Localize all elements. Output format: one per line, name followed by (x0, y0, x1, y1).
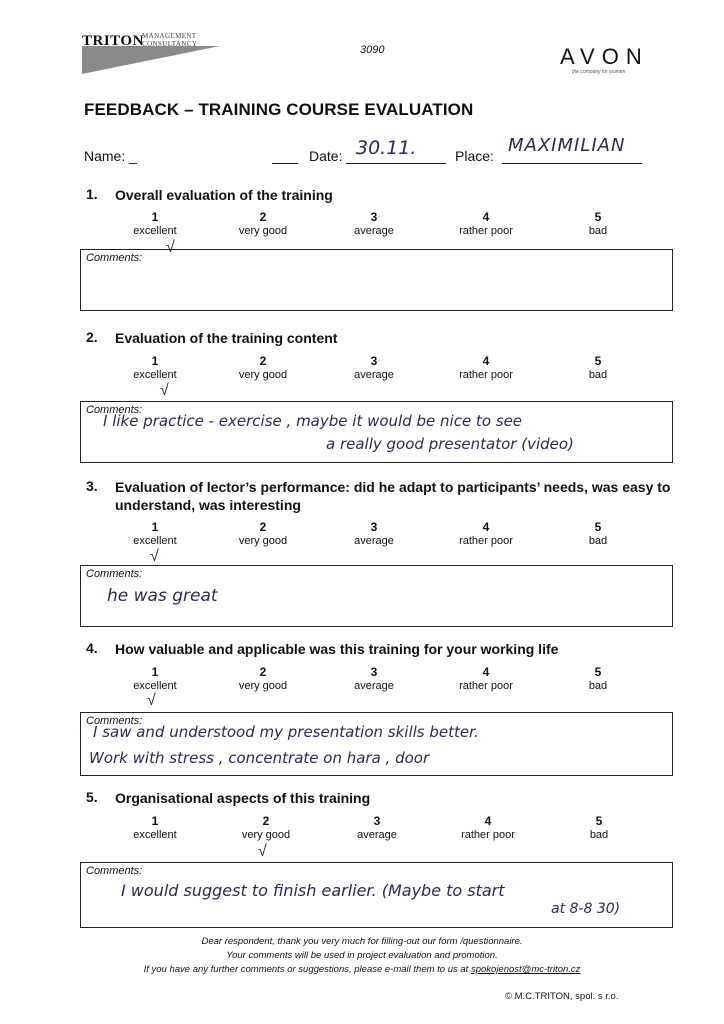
rating-number: 5 (594, 354, 602, 368)
rating-number: 2 (259, 354, 267, 368)
question-1-comment-box[interactable] (80, 249, 673, 311)
date-fill-line (346, 163, 446, 164)
rating-option-4[interactable] (428, 814, 548, 841)
rating-option-2[interactable] (206, 814, 326, 841)
rating-option-5[interactable] (539, 814, 659, 841)
rating-label: excellent (133, 369, 177, 381)
rating-number: 5 (594, 665, 602, 679)
footer-line-1: Dear respondent, thank you very much for filling-out our form /questionnaire. (201, 936, 523, 947)
rating-option-2[interactable] (203, 665, 323, 692)
triton-logo-sub1: MANAGEMENT (142, 32, 197, 40)
rating-label: average (354, 680, 394, 692)
rating-number: 3 (370, 520, 378, 534)
rating-option-1[interactable] (95, 210, 215, 237)
rating-option-2[interactable] (203, 354, 323, 381)
rating-option-2[interactable] (203, 210, 323, 237)
rating-number: 1 (151, 210, 159, 224)
rating-number: 4 (482, 354, 490, 368)
rating-option-5[interactable] (538, 520, 658, 547)
rating-label: very good (238, 680, 288, 692)
rating-option-1[interactable] (95, 520, 215, 547)
rating-label: excellent (133, 680, 177, 692)
rating-number: 1 (151, 520, 159, 534)
rating-label: rather poor (459, 680, 513, 692)
rating-option-3[interactable] (314, 665, 434, 692)
rating-number: 2 (259, 210, 267, 224)
rating-number: 5 (595, 814, 603, 828)
rating-number: 4 (482, 665, 490, 679)
date-value[interactable]: 30.11. (356, 137, 417, 159)
rating-label: very good (238, 225, 288, 237)
question-5-scale (0, 814, 724, 844)
avon-tagline: the company for women (572, 69, 626, 75)
comments-label: Comments: (86, 865, 143, 877)
comments-label: Comments: (86, 252, 143, 264)
question-5-comment-line-1: I would suggest to finish earlier. (Maybe to start (121, 881, 505, 900)
rating-option-1[interactable] (95, 814, 215, 841)
rating-label: average (354, 225, 394, 237)
rating-option-4[interactable] (426, 665, 546, 692)
rating-option-1[interactable] (95, 354, 215, 381)
question-3-scale (0, 520, 724, 550)
question-3-text: Evaluation of lector’s performance: did he adapt to participants’ needs, was easy to understand, was interesting (115, 479, 671, 513)
rating-option-1[interactable] (95, 665, 215, 692)
question-2-text: Evaluation of the training content (115, 330, 338, 346)
rating-label: bad (588, 680, 608, 692)
rating-label: average (354, 535, 394, 547)
rating-label: very good (241, 829, 291, 841)
place-label: Place: (455, 148, 494, 164)
question-4-number: 4. (86, 640, 98, 656)
question-4-comment-box[interactable] (80, 712, 673, 776)
rating-label: excellent (133, 225, 177, 237)
rating-label: rather poor (461, 829, 515, 841)
triton-logo-sub2: CONSULTANCY (142, 40, 198, 48)
rating-label: average (357, 829, 397, 841)
footer-line-3 (0, 964, 724, 975)
rating-number: 1 (151, 665, 159, 679)
rating-option-5[interactable] (538, 210, 658, 237)
rating-label: average (354, 369, 394, 381)
rating-number: 5 (594, 520, 602, 534)
question-5-comment-box[interactable] (80, 862, 673, 928)
question-2-number: 2. (86, 329, 98, 345)
avon-logo: AVON (560, 44, 649, 69)
comments-label: Comments: (86, 568, 143, 580)
rating-option-3[interactable] (317, 814, 437, 841)
rating-label: rather poor (459, 369, 513, 381)
rating-number: 2 (262, 814, 270, 828)
document-title: FEEDBACK – TRAINING COURSE EVALUATION (84, 100, 474, 119)
question-3-number: 3. (86, 478, 98, 494)
rating-number: 2 (259, 520, 267, 534)
rating-label: bad (588, 535, 608, 547)
rating-option-5[interactable] (538, 354, 658, 381)
place-fill-line (502, 163, 642, 164)
rating-option-4[interactable] (426, 354, 546, 381)
question-4-comment-line-1: I saw and understood my presentation skills better. (93, 723, 479, 741)
question-4-text: How valuable and applicable was this training for your working life (115, 641, 559, 657)
rating-label: rather poor (459, 225, 513, 237)
rating-label: excellent (133, 829, 177, 841)
question-2-check-mark: √ (160, 382, 169, 399)
question-1-scale (0, 210, 724, 240)
rating-number: 5 (594, 210, 602, 224)
question-5-comment-line-2: at 8-8 30) (551, 901, 621, 917)
rating-option-2[interactable] (203, 520, 323, 547)
question-4-scale (0, 665, 724, 695)
footer-email-link[interactable]: spokojenost@mc-triton.cz (470, 964, 581, 975)
rating-label: very good (238, 535, 288, 547)
question-3-comment-box[interactable] (80, 565, 673, 627)
rating-number: 2 (259, 665, 267, 679)
name-fill-line (272, 163, 298, 164)
question-4-comment-line-2: Work with stress , concentrate on hara , door (89, 749, 430, 767)
question-1-check-mark: √ (166, 239, 175, 256)
place-value[interactable]: MAXIMILIAN (508, 135, 626, 156)
rating-label: rather poor (459, 535, 513, 547)
question-4-check-mark: √ (147, 692, 156, 709)
question-3-comment-line-1: he was great (107, 586, 218, 606)
date-label: Date: (309, 148, 343, 164)
rating-number: 3 (370, 354, 378, 368)
rating-option-5[interactable] (538, 665, 658, 692)
comments-label: Comments: (86, 715, 143, 727)
rating-number: 4 (482, 210, 490, 224)
rating-number: 1 (151, 354, 159, 368)
rating-label: bad (588, 225, 608, 237)
rating-number: 3 (370, 210, 378, 224)
footer-line-3-text: If you have any further comments or suggestions, please e-mail them to us at (143, 964, 469, 975)
question-2-comment-line-2: a really good presentator (video) (326, 435, 574, 453)
question-5-text: Organisational aspects of this training (115, 790, 371, 806)
question-2-comment-line-1: I like practice - exercise , maybe it would be nice to see (103, 412, 523, 430)
rating-label: bad (589, 829, 609, 841)
copyright-text: © M.C.TRITON, spol. s r.o. (505, 991, 619, 1002)
rating-number: 1 (151, 814, 159, 828)
question-5-check-mark: √ (258, 843, 267, 860)
rating-label: bad (588, 369, 608, 381)
rating-number: 3 (373, 814, 381, 828)
question-3-check-mark: √ (150, 548, 159, 565)
triton-logo-subtitle (142, 32, 197, 48)
question-2-comment-box[interactable] (80, 401, 673, 463)
comments-label: Comments: (86, 404, 143, 416)
rating-option-3[interactable] (314, 520, 434, 547)
footer-line-2: Your comments will be used in project evaluation and promotion. (226, 950, 498, 961)
question-5-number: 5. (86, 789, 98, 805)
rating-label: very good (238, 369, 288, 381)
question-1-text: Overall evaluation of the training (115, 187, 333, 203)
rating-number: 3 (370, 665, 378, 679)
triton-logo-name: TRITON (82, 33, 144, 49)
rating-option-4[interactable] (426, 210, 546, 237)
rating-option-3[interactable] (314, 210, 434, 237)
rating-number: 4 (482, 520, 490, 534)
rating-label: excellent (133, 535, 177, 547)
rating-option-3[interactable] (314, 354, 434, 381)
form-number: 3090 (360, 44, 385, 56)
question-1-number: 1. (86, 186, 98, 202)
rating-option-4[interactable] (426, 520, 546, 547)
question-2-scale (0, 354, 724, 384)
rating-number: 4 (484, 814, 492, 828)
name-label: Name: _ (84, 148, 137, 164)
